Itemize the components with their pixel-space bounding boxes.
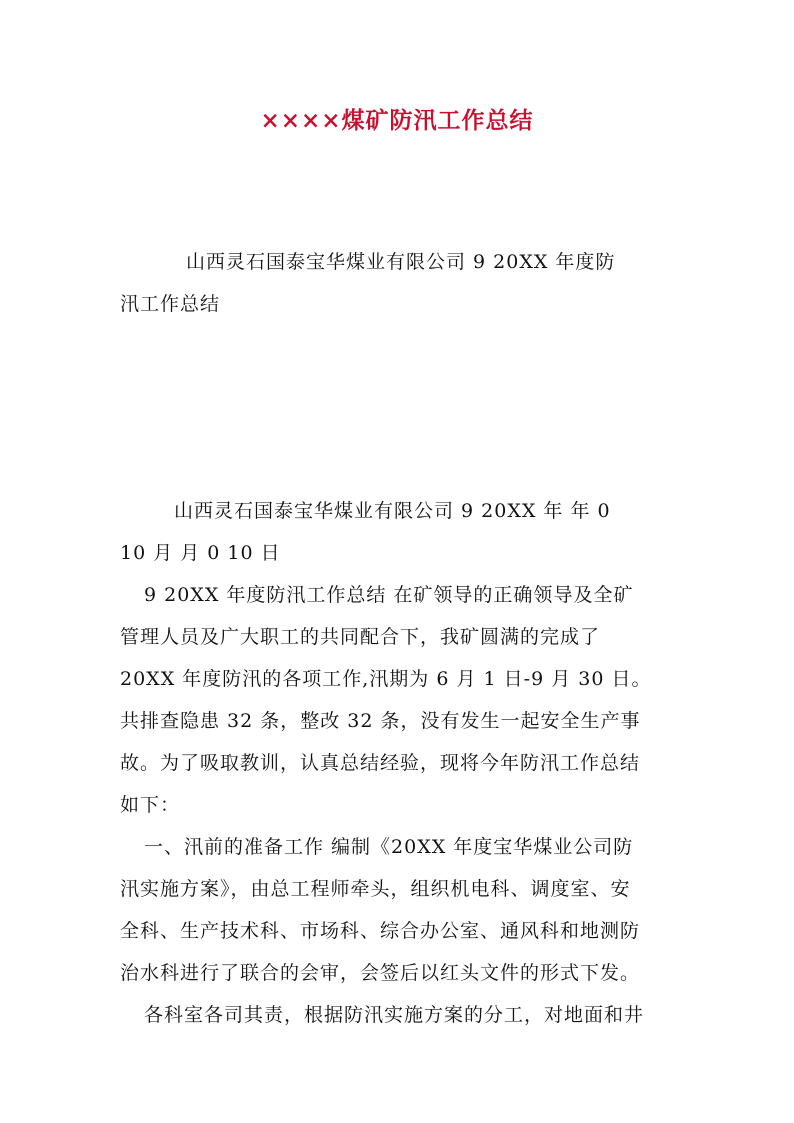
- body-line: 各科室各司其责，根据防汛实施方案的分工，对地面和井: [144, 1004, 645, 1026]
- heading-line-2: 汛工作总结: [120, 293, 221, 315]
- heading-paragraph: [120, 241, 680, 325]
- body-line: 9 20XX 年度防汛工作总结 在矿领导的正确领导及全矿: [144, 584, 634, 606]
- body-line: 山西灵石国泰宝华煤业有限公司 9 20XX 年 年 0: [174, 500, 611, 522]
- body-line: 20XX 年度防汛的各项工作,汛期为 6 月 1 日-9 月 30 日。: [120, 668, 652, 690]
- body-paragraph-responsibilities: [120, 994, 680, 1036]
- heading-line-1: 山西灵石国泰宝华煤业有限公司 9 20XX 年度防: [186, 251, 616, 273]
- body-line: 治水科进行了联合的会审，会签后以红头文件的形式下发。: [120, 962, 641, 984]
- body-paragraph-date: [120, 490, 680, 574]
- document-title: ××××煤矿防汛工作总结: [260, 107, 534, 134]
- section-heading-line: 一、汛前的准备工作 编制《20XX 年度宝华煤业公司防: [144, 836, 634, 858]
- body-line: 故。为了吸取教训，认真总结经验，现将今年防汛工作总结: [120, 752, 641, 774]
- body-line: 如下：: [120, 794, 181, 816]
- body-paragraph-intro: [120, 574, 680, 826]
- body-line: 共排查隐患 32 条，整改 32 条，没有发生一起安全生产事: [120, 710, 641, 732]
- body-line: 汛实施方案》，由总工程师牵头，组织机电科、调度室、安: [120, 878, 631, 900]
- body-paragraph-section-1: [120, 826, 680, 994]
- body-line: 管理人员及广大职工的共同配合下，我矿圆满的完成了: [120, 626, 601, 648]
- body-line: 全科、生产技术科、市场科、综合办公室、通风科和地测防: [120, 920, 641, 942]
- body-line: 10 月 月 0 10 日: [120, 542, 281, 564]
